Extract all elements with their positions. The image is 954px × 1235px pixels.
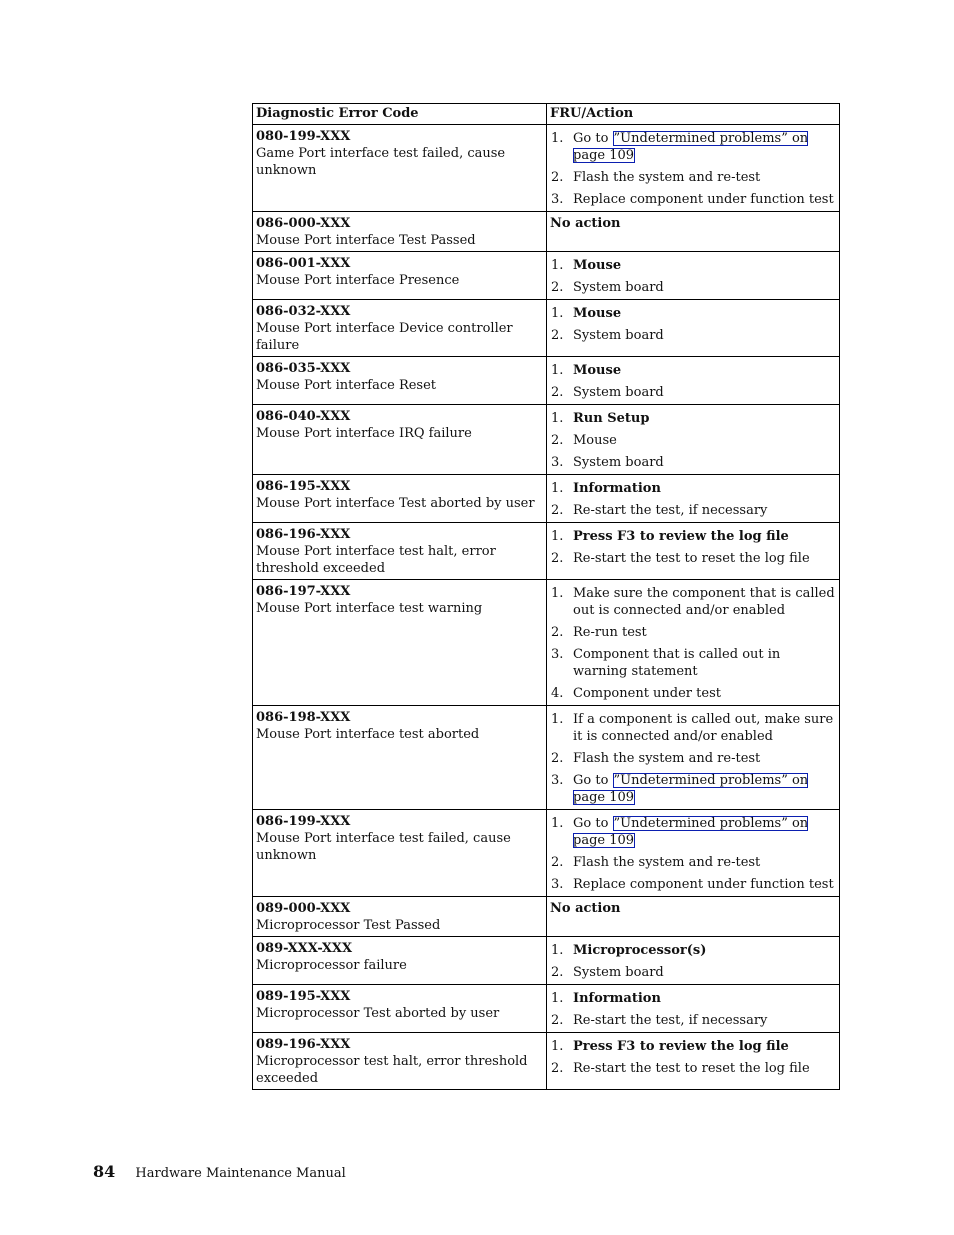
action-number: 3. [551, 192, 564, 207]
error-description: Microprocessor Test aborted by user [256, 1006, 500, 1021]
error-code-cell [253, 300, 547, 357]
error-description: Mouse Port interface test halt, error threshold exceeded [256, 544, 496, 576]
action-number: 1. [551, 816, 564, 831]
error-code-cell [253, 125, 547, 212]
table-row [253, 212, 840, 252]
action-number: 3. [551, 877, 564, 892]
fru-action-cell [547, 252, 840, 300]
table-row [253, 523, 840, 580]
action-text: Re-run test [573, 625, 647, 640]
error-code: 089-XXX-XXX [256, 941, 353, 956]
action-item [550, 454, 836, 471]
error-description: Mouse Port interface test warning [256, 601, 483, 616]
action-item [550, 646, 836, 680]
action-item [550, 410, 836, 427]
action-text: Microprocessor(s) [573, 943, 707, 958]
table-row [253, 985, 840, 1033]
action-text: Press F3 to review the log file [573, 529, 789, 544]
error-code: 089-196-XXX [256, 1037, 351, 1052]
action-number: 3. [551, 773, 564, 788]
action-number: 1. [551, 258, 564, 273]
error-description: Microprocessor test halt, error threshold exceeded [256, 1054, 528, 1086]
action-item [550, 854, 836, 871]
error-code-cell [253, 405, 547, 475]
page-number: 84 [93, 1162, 116, 1181]
action-list [550, 815, 836, 893]
action-item [550, 130, 836, 164]
error-code-cell [253, 475, 547, 523]
action-number: 1. [551, 712, 564, 727]
error-code-cell [253, 937, 547, 985]
action-item [550, 815, 836, 849]
error-code: 086-199-XXX [256, 814, 351, 829]
action-text: Press F3 to review the log file [573, 1039, 789, 1054]
action-text: Flash the system and re-test [573, 751, 761, 766]
action-text: Information [573, 991, 661, 1006]
action-number: 1. [551, 411, 564, 426]
action-number: 1. [551, 991, 564, 1006]
error-code-cell [253, 252, 547, 300]
header-fru-action: FRU/Action [547, 104, 840, 125]
action-number: 3. [551, 455, 564, 470]
fru-action-cell [547, 300, 840, 357]
undetermined-problems-link[interactable]: ”Undetermined problems” on page 109 [573, 131, 809, 163]
no-action-label: No action [550, 216, 621, 231]
manual-title: Hardware Maintenance Manual [135, 1166, 346, 1181]
error-description: Game Port interface test failed, cause unknown [256, 146, 506, 178]
action-text: Component under test [573, 686, 721, 701]
no-action-label: No action [550, 901, 621, 916]
action-item [550, 432, 836, 449]
action-number: 2. [551, 625, 564, 640]
action-text: Mouse [573, 258, 622, 273]
error-code-cell [253, 212, 547, 252]
error-description: Mouse Port interface Reset [256, 378, 437, 393]
fru-action-cell [547, 897, 840, 937]
action-number: 3. [551, 647, 564, 662]
action-item [550, 480, 836, 497]
error-code-cell [253, 706, 547, 810]
fru-action-cell [547, 475, 840, 523]
fru-action-cell [547, 810, 840, 897]
action-list [550, 528, 836, 567]
action-item [550, 305, 836, 322]
action-text: If a component is called out, make sure it is connected and/or enabled [573, 712, 834, 744]
action-text: Re-start the test, if necessary [573, 1013, 768, 1028]
action-number: 1. [551, 363, 564, 378]
action-item [550, 1060, 836, 1077]
action-item [550, 169, 836, 186]
table-row [253, 125, 840, 212]
error-code: 089-000-XXX [256, 901, 351, 916]
action-text: Mouse [573, 306, 622, 321]
action-item [550, 685, 836, 702]
table-header-row [253, 104, 840, 125]
action-text: Go to [573, 773, 613, 788]
error-description: Mouse Port interface Device controller failure [256, 321, 513, 353]
action-list [550, 410, 836, 471]
action-text: Replace component under function test [573, 877, 834, 892]
error-code: 086-197-XXX [256, 584, 351, 599]
error-code-cell [253, 1033, 547, 1090]
action-number: 2. [551, 170, 564, 185]
table-row [253, 475, 840, 523]
action-text: Run Setup [573, 411, 650, 426]
error-code: 089-195-XXX [256, 989, 351, 1004]
header-diagnostic-error-code: Diagnostic Error Code [253, 104, 547, 125]
fru-action-cell [547, 405, 840, 475]
action-number: 2. [551, 855, 564, 870]
table-row [253, 897, 840, 937]
action-text: Mouse [573, 433, 617, 448]
error-code: 086-032-XXX [256, 304, 351, 319]
action-list [550, 1038, 836, 1077]
fru-action-cell [547, 523, 840, 580]
action-item [550, 191, 836, 208]
diagnostic-error-table [252, 103, 840, 1090]
action-list [550, 942, 836, 981]
action-number: 1. [551, 306, 564, 321]
error-code-cell [253, 580, 547, 706]
action-text: Make sure the component that is called out is connected and/or enabled [573, 586, 835, 618]
action-list [550, 480, 836, 519]
action-number: 2. [551, 385, 564, 400]
action-text: Flash the system and re-test [573, 855, 761, 870]
action-number: 1. [551, 131, 564, 146]
action-number: 1. [551, 529, 564, 544]
action-item [550, 384, 836, 401]
table-row [253, 580, 840, 706]
fru-action-cell [547, 212, 840, 252]
fru-action-cell [547, 357, 840, 405]
action-item [550, 964, 836, 981]
action-text: Re-start the test, if necessary [573, 503, 768, 518]
action-list [550, 990, 836, 1029]
action-text: Go to [573, 131, 613, 146]
error-code: 086-001-XXX [256, 256, 351, 271]
action-number: 2. [551, 328, 564, 343]
action-list [550, 711, 836, 806]
error-code: 086-198-XXX [256, 710, 351, 725]
action-item [550, 624, 836, 641]
fru-action-cell [547, 580, 840, 706]
error-code-cell [253, 357, 547, 405]
undetermined-problems-link[interactable]: ”Undetermined problems” on page 109 [573, 773, 809, 805]
action-number: 2. [551, 1061, 564, 1076]
error-code: 086-000-XXX [256, 216, 351, 231]
action-text: System board [573, 965, 664, 980]
fru-action-cell [547, 937, 840, 985]
action-list [550, 585, 836, 702]
action-list [550, 305, 836, 344]
action-item [550, 942, 836, 959]
action-text: Information [573, 481, 661, 496]
table-row [253, 252, 840, 300]
action-item [550, 502, 836, 519]
undetermined-problems-link[interactable]: ”Undetermined problems” on page 109 [573, 816, 809, 848]
table-row [253, 937, 840, 985]
action-item [550, 279, 836, 296]
action-number: 2. [551, 751, 564, 766]
fru-action-cell [547, 125, 840, 212]
action-number: 2. [551, 280, 564, 295]
action-item [550, 362, 836, 379]
table-row [253, 810, 840, 897]
action-number: 1. [551, 1039, 564, 1054]
action-text: Re-start the test to reset the log file [573, 1061, 810, 1076]
action-text: Go to [573, 816, 613, 831]
error-code: 086-040-XXX [256, 409, 351, 424]
error-description: Mouse Port interface test aborted [256, 727, 480, 742]
error-code-cell [253, 985, 547, 1033]
action-text: Mouse [573, 363, 622, 378]
action-text: Replace component under function test [573, 192, 834, 207]
error-description: Mouse Port interface IRQ failure [256, 426, 472, 441]
action-number: 2. [551, 433, 564, 448]
action-item [550, 327, 836, 344]
error-code: 086-195-XXX [256, 479, 351, 494]
action-text: Flash the system and re-test [573, 170, 761, 185]
action-item [550, 772, 836, 806]
fru-action-cell [547, 1033, 840, 1090]
action-number: 2. [551, 965, 564, 980]
error-description: Mouse Port interface Test Passed [256, 233, 476, 248]
table-row [253, 300, 840, 357]
action-list [550, 257, 836, 296]
action-item [550, 550, 836, 567]
action-text: System board [573, 328, 664, 343]
error-code: 080-199-XXX [256, 129, 351, 144]
error-description: Mouse Port interface test failed, cause unknown [256, 831, 511, 863]
error-description: Microprocessor Test Passed [256, 918, 441, 933]
table-row [253, 1033, 840, 1090]
action-number: 2. [551, 551, 564, 566]
action-number: 2. [551, 503, 564, 518]
action-list [550, 362, 836, 401]
fru-action-cell [547, 985, 840, 1033]
fru-action-cell [547, 706, 840, 810]
error-description: Microprocessor failure [256, 958, 407, 973]
action-list [550, 130, 836, 208]
action-item [550, 990, 836, 1007]
action-number: 1. [551, 586, 564, 601]
action-text: System board [573, 385, 664, 400]
action-text: System board [573, 280, 664, 295]
action-item [550, 750, 836, 767]
error-description: Mouse Port interface Presence [256, 273, 460, 288]
action-item [550, 1012, 836, 1029]
action-item [550, 257, 836, 274]
action-item [550, 711, 836, 745]
action-item [550, 1038, 836, 1055]
action-item [550, 876, 836, 893]
error-code-cell [253, 810, 547, 897]
action-text: System board [573, 455, 664, 470]
action-number: 2. [551, 1013, 564, 1028]
action-text: Component that is called out in warning statement [573, 647, 781, 679]
table-row [253, 357, 840, 405]
action-item [550, 585, 836, 619]
error-description: Mouse Port interface Test aborted by user [256, 496, 535, 511]
action-number: 4. [551, 686, 564, 701]
error-code-cell [253, 523, 547, 580]
table-row [253, 706, 840, 810]
page-footer [93, 1162, 346, 1181]
action-number: 1. [551, 481, 564, 496]
action-text: Re-start the test to reset the log file [573, 551, 810, 566]
action-item [550, 528, 836, 545]
error-code: 086-035-XXX [256, 361, 351, 376]
action-number: 1. [551, 943, 564, 958]
error-code: 086-196-XXX [256, 527, 351, 542]
error-code-cell [253, 897, 547, 937]
table-row [253, 405, 840, 475]
